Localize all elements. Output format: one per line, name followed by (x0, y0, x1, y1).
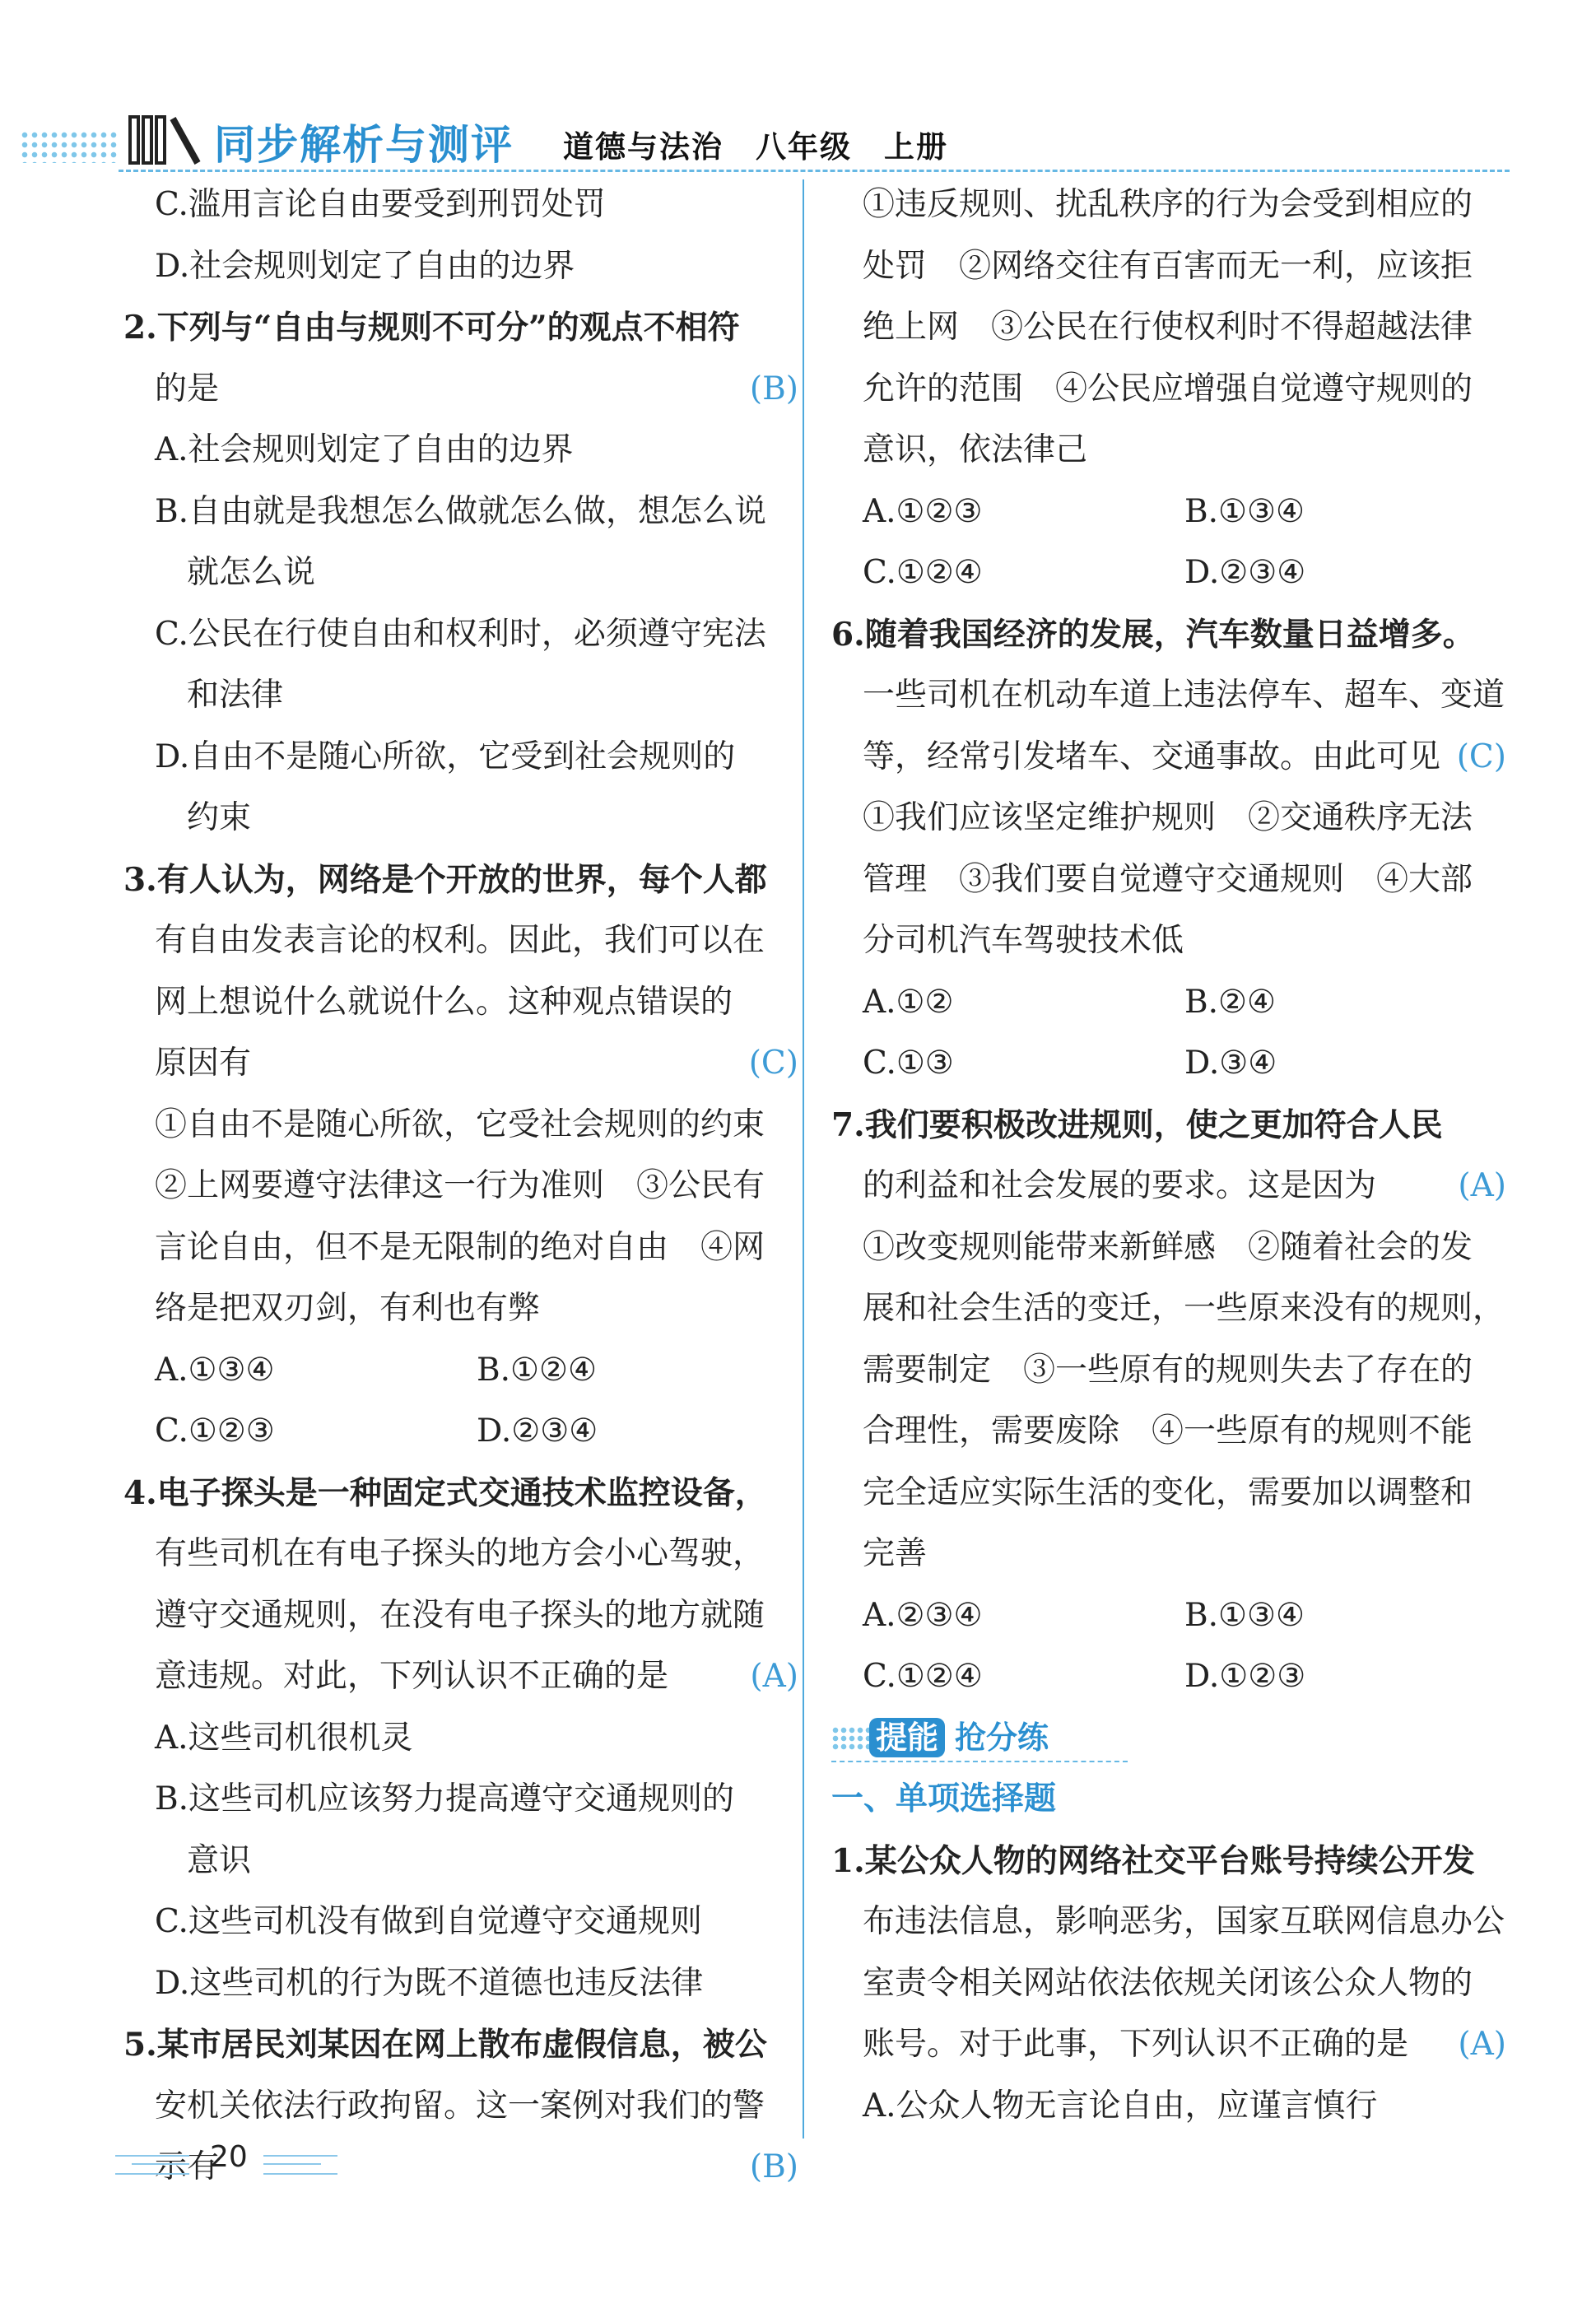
line-text: B.这些司机应该努力提高遵守交通规则的 (155, 1780, 735, 1817)
answer-option: B.①②④ (477, 1351, 597, 1389)
text-line (123, 788, 798, 849)
answer-key: (A) (1458, 1167, 1506, 1204)
question-line (123, 297, 798, 359)
answer-option: C.①②④ (863, 554, 983, 591)
text-line (123, 482, 798, 543)
text-line (123, 604, 798, 666)
line-text: 5.某市居民刘某因在网上散布虚假信息，被公 (123, 2026, 767, 2064)
left-column (123, 175, 798, 2199)
line-text: 布违法信息，影响恶劣，国家互联网信息办公 (863, 1903, 1505, 1940)
text-line (123, 910, 798, 972)
line-text: D.社会规则划定了自由的边界 (155, 247, 575, 285)
text-line (831, 236, 1506, 298)
line-text: 一、单项选择题 (831, 1780, 1057, 1817)
line-text: ①自由不是随心所欲，它受社会规则的约束 (155, 1105, 765, 1143)
text-line (123, 1953, 798, 2015)
line-text: 安机关依法行政拘留。这一案例对我们的警 (155, 2087, 765, 2125)
answer-option: D.①②③ (1184, 1658, 1306, 1695)
text-line (831, 1524, 1506, 1585)
text-line (831, 910, 1506, 972)
answer-option: A.②③④ (863, 1596, 983, 1634)
line-text: 示有 (155, 2148, 220, 2185)
column-divider (803, 179, 804, 2138)
text-line (123, 727, 798, 789)
line-text: 有些司机在有电子探头的地方会小心驾驶， (155, 1535, 765, 1572)
answer-option: C.①③ (863, 1045, 954, 1082)
options-row (831, 482, 1506, 543)
text-line (831, 420, 1506, 482)
text-line (123, 1831, 798, 1892)
text-line (123, 1033, 798, 1095)
line-text: A.社会规则划定了自由的边界 (155, 431, 574, 468)
text-line (123, 1095, 798, 1156)
line-text: 需要制定 ③一些原有的规则失去了存在的 (863, 1351, 1473, 1389)
subject-grade-label: 道德与法治 八年级 上册 (563, 129, 948, 165)
text-line (831, 2014, 1506, 2076)
answer-option: B.②④ (1184, 983, 1276, 1021)
question-line (831, 1831, 1506, 1892)
text-line (123, 665, 798, 727)
line-text: A.这些司机很机灵 (155, 1719, 413, 1757)
line-text: 意识 (155, 1841, 252, 1879)
text-line (831, 175, 1506, 236)
question-line (831, 1095, 1506, 1156)
section-heading (831, 1769, 1506, 1831)
text-line (123, 420, 798, 482)
line-text: 室责令相关网站依法依规关闭该公众人物的 (863, 1964, 1473, 2002)
line-text: 原因有 (155, 1045, 252, 1082)
text-line (831, 297, 1506, 359)
text-line (831, 1463, 1506, 1524)
answer-key: (C) (1456, 738, 1506, 775)
footer-lines-left (115, 2155, 189, 2175)
badge-title: 抢分练 (955, 1719, 1049, 1756)
options-row (123, 1340, 798, 1402)
line-text: 合理性，需要废除 ④一些原有的规则不能 (863, 1412, 1473, 1450)
text-line (123, 972, 798, 1034)
answer-key: (B) (749, 370, 798, 407)
text-line (831, 1340, 1506, 1402)
answer-option: D.②③④ (1184, 554, 1306, 591)
text-line (123, 1769, 798, 1831)
header-divider (119, 170, 1510, 172)
badge-underline (831, 1761, 1128, 1762)
line-text: D.自由不是随心所欲，它受到社会规则的 (155, 738, 736, 775)
line-text: 完善 (863, 1535, 928, 1572)
text-line (831, 1156, 1506, 1217)
options-row (123, 1401, 798, 1463)
line-text: 3.有人认为，网络是个开放的世界，每个人都 (123, 860, 767, 899)
options-row (831, 972, 1506, 1034)
line-text: 意违规。对此，下列认识不正确的是 (155, 1658, 669, 1695)
answer-key: (A) (750, 1658, 798, 1695)
line-text: ①违反规则、扰乱秩序的行为会受到相应的 (863, 186, 1473, 223)
badge-label: 提能 (869, 1718, 945, 1757)
options-row (831, 542, 1506, 604)
line-text: 意识，依法律己 (863, 431, 1088, 468)
line-text: 的是 (155, 370, 220, 407)
text-line (831, 849, 1506, 911)
text-line (831, 359, 1506, 421)
text-line (123, 1217, 798, 1279)
question-line (123, 2014, 798, 2076)
answer-option: A.①②③ (863, 492, 983, 530)
text-line (123, 1708, 798, 1770)
question-line (123, 1463, 798, 1524)
line-text: C.这些司机没有做到自觉遵守交通规则 (155, 1903, 702, 1940)
text-line (123, 1278, 798, 1340)
line-text: 管理 ③我们要自觉遵守交通规则 ④大部 (863, 860, 1473, 898)
text-line (123, 2076, 798, 2138)
question-line (123, 849, 798, 911)
line-text: 言论自由，但不是无限制的绝对自由 ④网 (155, 1228, 765, 1266)
line-text: C.滥用言论自由要受到刑罚处罚 (155, 186, 606, 223)
line-text: ①我们应该坚定维护规则 ②交通秩序无法 (863, 799, 1473, 836)
text-line (123, 1585, 798, 1647)
text-line (123, 236, 798, 298)
line-text: 等，经常引发堵车、交通事故。由此可见 (863, 738, 1441, 775)
text-line (123, 1892, 798, 1953)
answer-key: (A) (1458, 2026, 1506, 2063)
line-text: C.公民在行使自由和权利时，必须遵守宪法 (155, 615, 766, 653)
line-text: 2.下列与“自由与规则不可分”的观点不相符 (123, 309, 740, 347)
text-line (831, 1892, 1506, 1953)
line-text: 1.某公众人物的网络社交平台账号持续公开发 (831, 1841, 1475, 1880)
answer-key: (B) (749, 2148, 798, 2185)
line-text: ②上网要遵守法律这一行为准则 ③公民有 (155, 1167, 765, 1204)
line-text: 绝上网 ③公民在行使权利时不得超越法律 (863, 309, 1473, 346)
text-line (123, 1156, 798, 1217)
line-text: 分司机汽车驾驶技术低 (863, 922, 1184, 959)
section-badge (831, 1708, 1506, 1770)
text-line (123, 542, 798, 604)
line-text: 账号。对于此事，下列认识不正确的是 (863, 2026, 1409, 2063)
text-line (123, 359, 798, 421)
line-text: 一些司机在机动车道上违法停车、超车、变道 (863, 677, 1505, 714)
page-footer (115, 2140, 362, 2190)
line-text: 遵守交通规则，在没有电子探头的地方就随 (155, 1596, 765, 1634)
answer-option: B.①③④ (1184, 1596, 1305, 1634)
answer-option: C.①②④ (863, 1658, 983, 1695)
answer-option: B.①③④ (1184, 492, 1305, 530)
text-line (123, 1646, 798, 1708)
line-text: ①改变规则能带来新鲜感 ②随着社会的发 (863, 1228, 1473, 1266)
answer-option: D.③④ (1184, 1045, 1277, 1082)
text-line (831, 665, 1506, 727)
line-text: 约束 (155, 799, 252, 836)
page-header (20, 97, 1497, 171)
question-line (831, 604, 1506, 666)
text-line (831, 1953, 1506, 2015)
line-text: 络是把双刃剑，有利也有弊 (155, 1290, 541, 1327)
line-text: B.自由就是我想怎么做就怎么做，想怎么说 (155, 492, 767, 530)
answer-option: A.①② (863, 983, 954, 1021)
answer-option: D.②③④ (477, 1412, 598, 1450)
text-line (831, 1401, 1506, 1463)
options-row (831, 1585, 1506, 1647)
badge-dots-decoration (831, 1726, 872, 1751)
text-line (123, 1524, 798, 1585)
text-line (831, 727, 1506, 789)
answer-key: (C) (748, 1045, 798, 1082)
line-text: 7.我们要积极改进规则，使之更加符合人民 (831, 1105, 1443, 1144)
book-series-title: 同步解析与测评 (214, 121, 514, 169)
line-text: 4.电子探头是一种固定式交通技术监控设备， (123, 1473, 767, 1512)
text-line (831, 1217, 1506, 1279)
line-text: 就怎么说 (155, 554, 316, 591)
line-text: 允许的范围 ④公民应增强自觉遵守规则的 (863, 370, 1473, 407)
text-line (831, 2076, 1506, 2138)
options-row (831, 1646, 1506, 1708)
answer-option: C.①②③ (155, 1412, 275, 1450)
text-line (831, 1278, 1506, 1340)
line-text: 的利益和社会发展的要求。这是因为 (863, 1167, 1377, 1204)
books-icon (127, 112, 206, 166)
text-line (123, 175, 798, 236)
text-line (831, 788, 1506, 849)
line-text: 和法律 (155, 677, 284, 714)
line-text: 有自由发表言论的权利。因此，我们可以在 (155, 922, 765, 959)
line-text: 展和社会生活的变迁，一些原来没有的规则， (863, 1290, 1505, 1327)
line-text: 网上想说什么就说什么。这种观点错误的 (155, 983, 733, 1021)
header-dots-decoration (20, 130, 119, 163)
right-column (831, 175, 1506, 2137)
line-text: 完全适应实际生活的变化，需要加以调整和 (863, 1473, 1473, 1511)
options-row (831, 1033, 1506, 1095)
line-text: D.这些司机的行为既不道德也违反法律 (155, 1964, 704, 2002)
line-text: 处罚 ②网络交往有百害而无一利，应该拒 (863, 247, 1473, 285)
page-number: 20 (210, 2140, 248, 2174)
answer-option: A.①③④ (155, 1351, 275, 1389)
footer-lines-right (263, 2155, 337, 2175)
line-text: 6.随着我国经济的发展，汽车数量日益增多。 (831, 615, 1475, 654)
line-text: A.公众人物无言论自由，应谨言慎行 (863, 2087, 1378, 2125)
